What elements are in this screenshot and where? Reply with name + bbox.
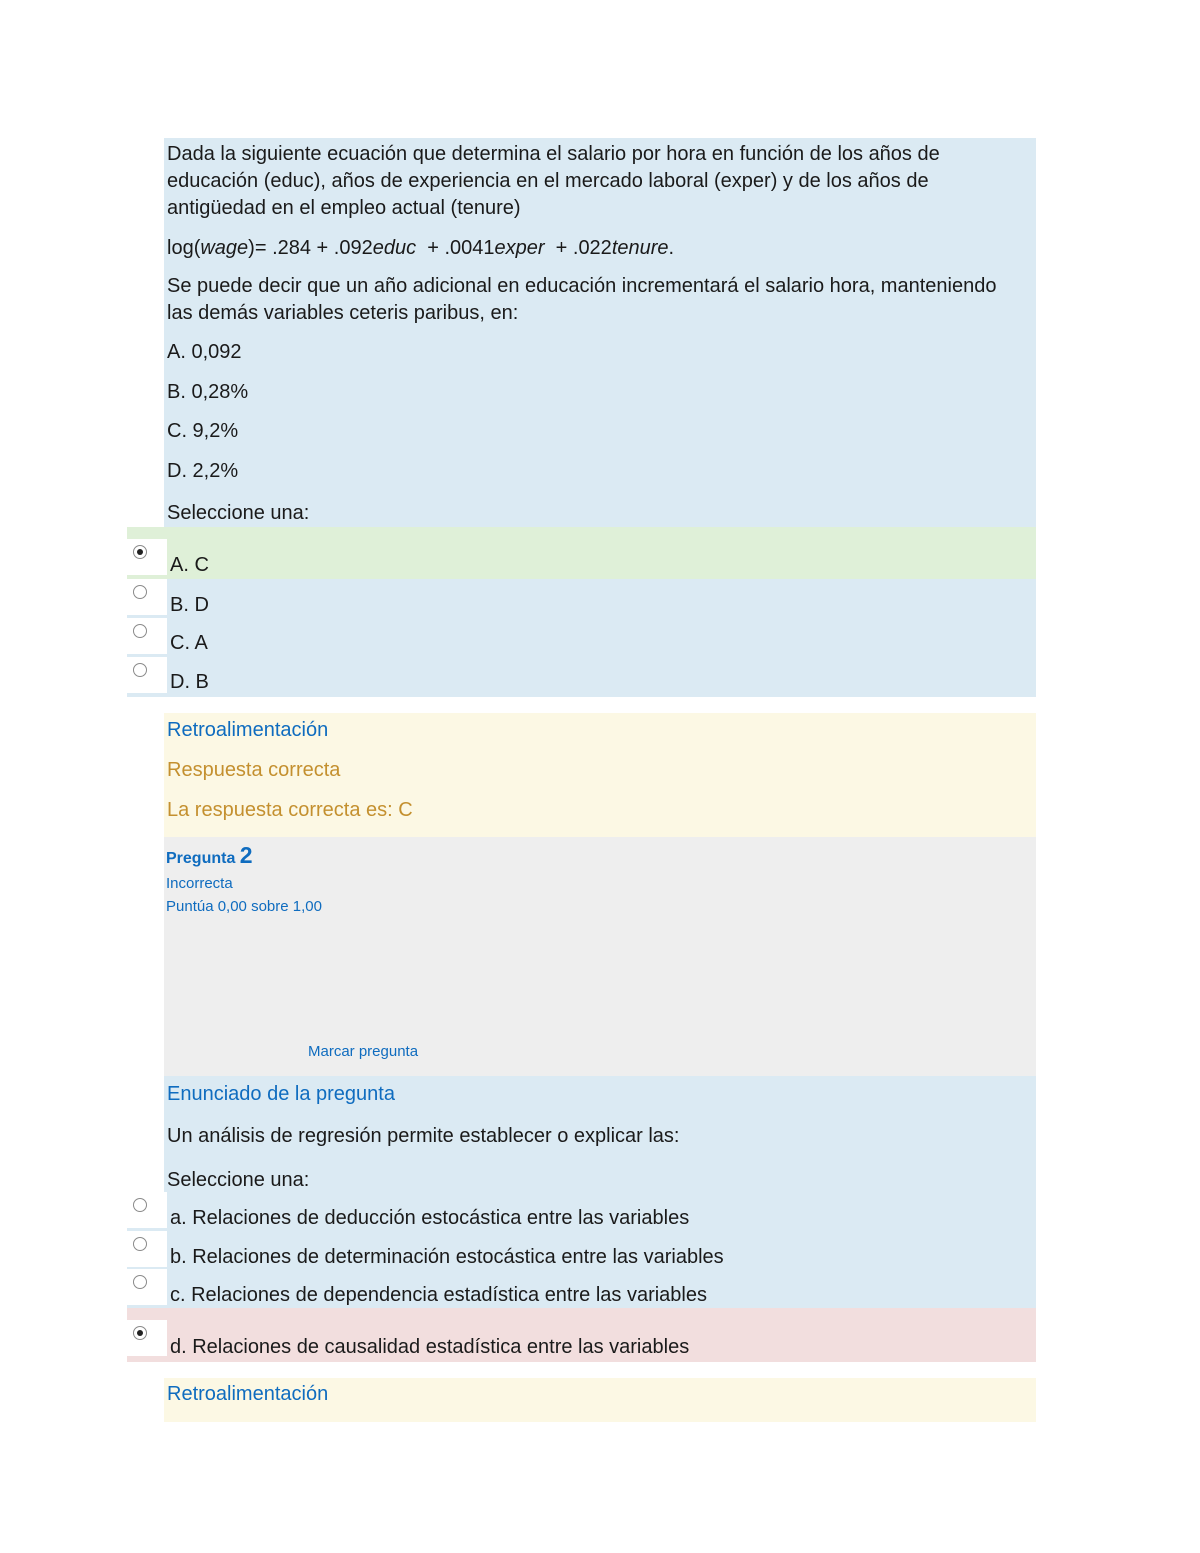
select-prompt: Seleccione una: xyxy=(167,1169,310,1191)
question1-equation: log(wage)= .284 + .092educ + .0041exper + .022tenure. xyxy=(167,237,675,259)
answer-label[interactable]: b. Relaciones de determinación estocástica entre las variables xyxy=(170,1246,724,1268)
listed-option: C. 9,2% xyxy=(167,420,239,442)
radio-option-b[interactable] xyxy=(127,1231,167,1267)
question1-statement: Se puede decir que un año adicional en educación incrementará el salario hora, manteniendo las demás variables ceteris paribus, en: xyxy=(167,275,997,324)
select-prompt: Seleccione una: xyxy=(167,502,310,524)
radio-option-b[interactable] xyxy=(127,579,167,615)
answer-row-selected xyxy=(127,527,1036,579)
question-grade: Puntúa 0,00 sobre 1,00 xyxy=(166,898,322,915)
radio-option-d[interactable] xyxy=(127,1320,167,1356)
answer-rows-container xyxy=(127,579,1036,697)
answer-label[interactable]: A. C xyxy=(170,554,209,576)
question-info-panel xyxy=(164,837,1036,1076)
answer-label[interactable]: D. B xyxy=(170,671,209,693)
listed-option: D. 2,2% xyxy=(167,460,239,482)
answer-label[interactable]: d. Relaciones de causalidad estadística entre las variables xyxy=(170,1336,690,1358)
feedback-correct-answer: La respuesta correcta es: C xyxy=(167,799,413,821)
listed-option: B. 0,28% xyxy=(167,381,249,403)
radio-unchecked-icon[interactable] xyxy=(133,1237,147,1251)
listed-option: A. 0,092 xyxy=(167,341,242,363)
radio-unchecked-icon[interactable] xyxy=(133,1275,147,1289)
radio-checked-icon[interactable] xyxy=(133,1326,147,1340)
question2-text: Un análisis de regresión permite establecer o explicar las: xyxy=(167,1125,680,1147)
feedback-title: Retroalimentación xyxy=(167,1383,329,1405)
answer-label[interactable]: B. D xyxy=(170,594,209,616)
radio-option-c[interactable] xyxy=(127,1269,167,1305)
feedback-result: Respuesta correcta xyxy=(167,759,341,781)
radio-checked-icon[interactable] xyxy=(133,545,147,559)
question1-intro: Dada la siguiente ecuación que determina el salario por hora en función de los años de educación (educ), años de experiencia en el mercado laboral (exper) y de los años de antigüedad en el empleo actual (tenure) xyxy=(167,143,940,219)
question-heading: Enunciado de la pregunta xyxy=(167,1083,395,1105)
radio-unchecked-icon[interactable] xyxy=(133,585,147,599)
radio-option-a[interactable] xyxy=(127,539,167,575)
answer-label[interactable]: c. Relaciones de dependencia estadística entre las variables xyxy=(170,1284,707,1306)
radio-unchecked-icon[interactable] xyxy=(133,624,147,638)
radio-option-d[interactable] xyxy=(127,657,167,693)
radio-option-a[interactable] xyxy=(127,1192,167,1228)
flag-question-link[interactable]: Marcar pregunta xyxy=(308,1043,419,1060)
answer-label[interactable]: a. Relaciones de deducción estocástica entre las variables xyxy=(170,1207,690,1229)
question-number: Pregunta 2 xyxy=(166,842,253,868)
feedback-title: Retroalimentación xyxy=(167,719,329,741)
answer-label[interactable]: C. A xyxy=(170,632,208,654)
radio-unchecked-icon[interactable] xyxy=(133,1198,147,1212)
radio-option-c[interactable] xyxy=(127,618,167,654)
question-state: Incorrecta xyxy=(166,875,233,892)
radio-unchecked-icon[interactable] xyxy=(133,663,147,677)
